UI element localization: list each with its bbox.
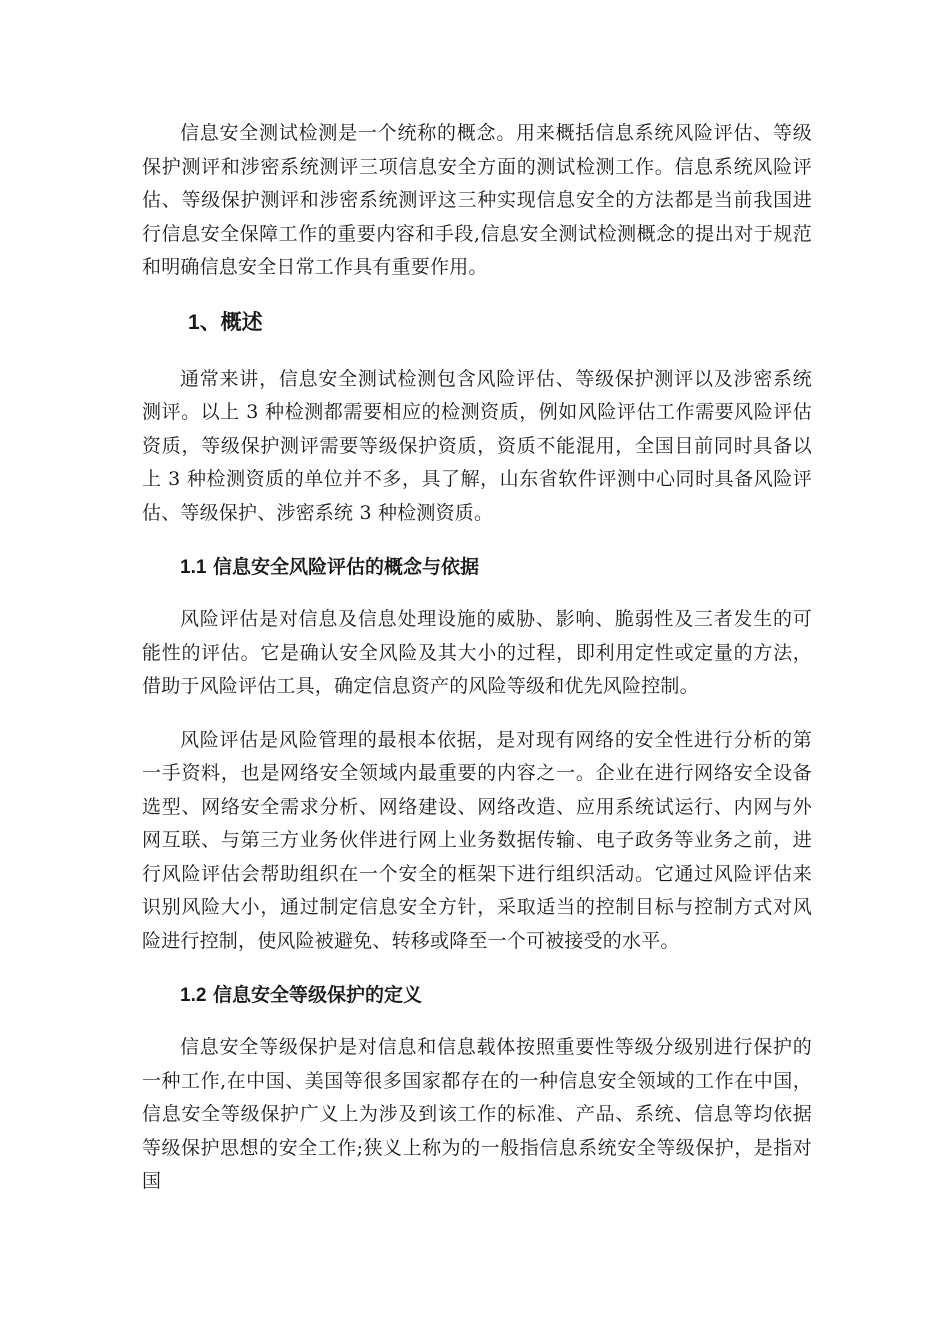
subsection-number: 1.2 (180, 985, 207, 1006)
document-body (142, 117, 812, 1199)
risk-assessment-paragraph-1: 风险评估是对信息及信息处理设施的威胁、影响、脆弱性及三者发生的可能性的评估。它是确认安全风险及其大小的过程，即利用定性或定量的方法，借助于风险评估工具，确定信息资产的风险等级和优先风险控制。 (142, 608, 812, 697)
subsection-heading-risk-assessment (142, 552, 812, 583)
level-protection-paragraph: 信息安全等级保护是对信息和信息载体按照重要性等级分级别进行保护的一种工作,在中国、美国等很多国家都存在的一种信息安全领域的工作在中国，信息安全等级保护广义上为涉及到该工作的标准、产品、系统、信息等均依据等级保护思想的安全工作;狭义上称为的一般指信息系统安全等级保护，是指对国 (142, 1036, 812, 1192)
subsection-title: 信息安全风险评估的概念与依据 (206, 556, 480, 578)
section-title: 、概述 (199, 308, 263, 334)
subsection-number: 1.1 (180, 557, 207, 578)
section-heading-overview (142, 305, 812, 339)
overview-paragraph: 通常来讲，信息安全测试检测包含风险评估、等级保护测评以及涉密系统测评。以上 3 种检测都需要相应的检测资质，例如风险评估工作需要风险评估资质，等级保护测评需要等级保护资质，资质不能混用，全国目前同时具备以上 3 种检测资质的单位并不多，具了解，山东省软件评测中心同时具备风险评估、等级保护、涉密系统 3 种检测资质。 (142, 367, 812, 524)
subsection-heading-level-protection (142, 980, 812, 1011)
section-number: 1 (188, 310, 200, 334)
risk-assessment-paragraph-2: 风险评估是风险管理的最根本依据，是对现有网络的安全性进行分析的第一手资料，也是网络安全领域内最重要的内容之一。企业在进行网络安全设备选型、网络安全需求分析、网络建设、网络改造、应用系统试运行、内网与外网互联、与第三方业务伙伴进行网上业务数据传输、电子政务等业务之前，进行风险评估会帮助组织在一个安全的框架下进行组织活动。它通过风险评估来识别风险大小，通过制定信息安全方针，采取适当的控制目标与控制方式对风险进行控制，使风险被避免、转移或降至一个可被接受的水平。 (142, 728, 812, 952)
intro-paragraph: 信息安全测试检测是一个统称的概念。用来概括信息系统风险评估、等级保护测评和涉密系统测评三项信息安全方面的测试检测工作。信息系统风险评估、等级保护测评和涉密系统测评这三种实现信息安全的方法都是当前我国进行信息安全保障工作的重要内容和手段,信息安全测试检测概念的提出对于规范和明确信息安全日常工作具有重要作用。 (142, 122, 812, 278)
subsection-title: 信息安全等级保护的定义 (206, 984, 423, 1006)
